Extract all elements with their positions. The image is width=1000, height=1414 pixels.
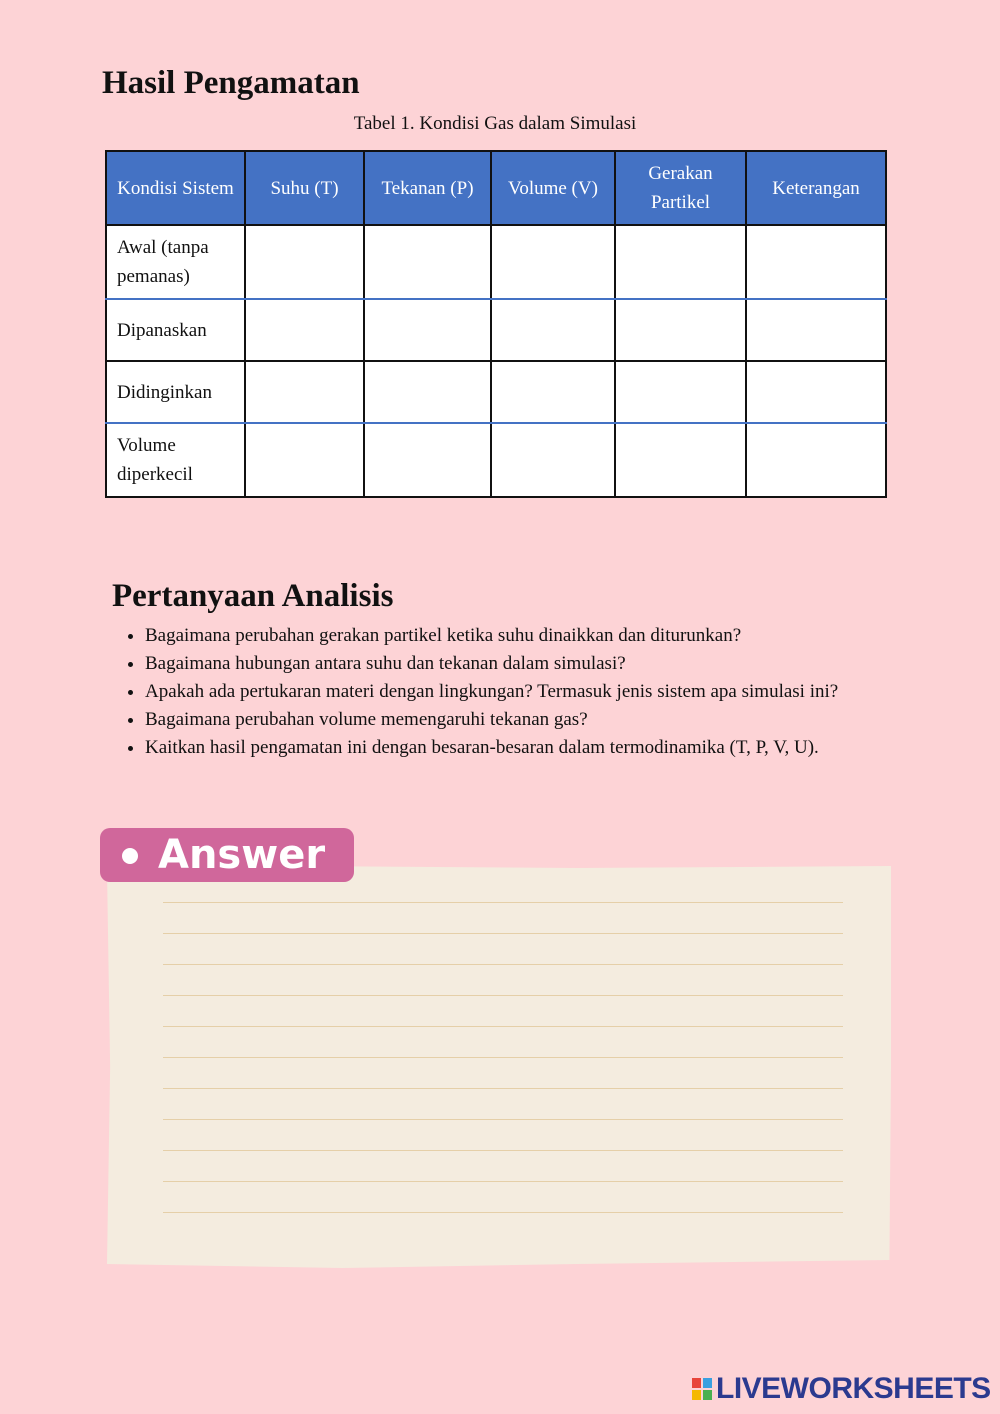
answer-cell[interactable] — [364, 361, 491, 423]
answer-cell[interactable] — [245, 361, 364, 423]
bullet-icon — [122, 848, 138, 864]
ruled-line — [163, 1026, 843, 1027]
header-keterangan: Keterangan — [746, 151, 886, 225]
ruled-line — [163, 1088, 843, 1089]
row-label: Awal (tanpa pemanas) — [106, 225, 245, 299]
header-gerakan-partikel: Gerakan Partikel — [615, 151, 746, 225]
answer-cell[interactable] — [245, 423, 364, 497]
ruled-line — [163, 1119, 843, 1120]
answer-cell[interactable] — [364, 423, 491, 497]
table-caption: Tabel 1. Kondisi Gas dalam Simulasi — [353, 113, 637, 134]
question-item: • Apakah ada pertukaran materi dengan lingkungan? Termasuk jenis sistem apa simulasi ini? — [145, 678, 965, 706]
answer-cell[interactable] — [615, 299, 746, 361]
answer-cell[interactable] — [245, 299, 364, 361]
ruled-line — [163, 1057, 843, 1058]
observation-table — [105, 150, 887, 498]
row-label: Didinginkan — [106, 361, 245, 423]
ruled-line — [163, 933, 843, 934]
header-kondisi-sistem: Kondisi Sistem — [106, 151, 245, 225]
ruled-line — [163, 1150, 843, 1151]
answer-label-tag — [100, 828, 354, 882]
question-item: • Bagaimana hubungan antara suhu dan tekanan dalam simulasi? — [145, 650, 965, 678]
ruled-line — [163, 902, 843, 903]
answer-cell[interactable] — [746, 225, 886, 299]
table-row — [106, 225, 886, 299]
question-item: • Bagaimana perubahan volume memengaruhi tekanan gas? — [145, 706, 965, 734]
answer-cell[interactable] — [615, 361, 746, 423]
header-suhu: Suhu (T) — [245, 151, 364, 225]
header-tekanan: Tekanan (P) — [364, 151, 491, 225]
row-label: Dipanaskan — [106, 299, 245, 361]
answer-cell[interactable] — [746, 299, 886, 361]
table-header-row — [106, 151, 886, 225]
table-row — [106, 361, 886, 423]
answer-cell[interactable] — [245, 225, 364, 299]
ruled-line — [163, 964, 843, 965]
answer-cell[interactable] — [491, 299, 615, 361]
ruled-line — [163, 1181, 843, 1182]
ruled-line — [163, 1212, 843, 1213]
answer-cell[interactable] — [491, 423, 615, 497]
questions-list — [110, 622, 965, 762]
answer-cell[interactable] — [491, 225, 615, 299]
liveworksheets-logo-icon — [692, 1378, 712, 1400]
question-item: • Bagaimana perubahan gerakan partikel ketika suhu dinaikkan dan diturunkan? — [145, 622, 965, 650]
answer-cell[interactable] — [491, 361, 615, 423]
table-row — [106, 423, 886, 497]
answer-label: Answer — [158, 832, 326, 878]
questions-title: Pertanyaan Analisis — [112, 578, 394, 614]
answer-cell[interactable] — [364, 225, 491, 299]
question-item: • Kaitkan hasil pengamatan ini dengan besaran-besaran dalam termodinamika (T, P, V, U). — [145, 734, 965, 762]
page-title: Hasil Pengamatan — [102, 65, 360, 101]
answer-cell[interactable] — [615, 423, 746, 497]
answer-area[interactable] — [107, 866, 891, 1268]
ruled-line — [163, 995, 843, 996]
answer-cell[interactable] — [364, 299, 491, 361]
answer-cell[interactable] — [746, 423, 886, 497]
row-label: Volume diperkecil — [106, 423, 245, 497]
brand-name: LIVEWORKSHEETS — [716, 1372, 991, 1405]
header-volume: Volume (V) — [491, 151, 615, 225]
answer-cell[interactable] — [746, 361, 886, 423]
brand-footer — [692, 1372, 991, 1406]
table-row — [106, 299, 886, 361]
answer-cell[interactable] — [615, 225, 746, 299]
